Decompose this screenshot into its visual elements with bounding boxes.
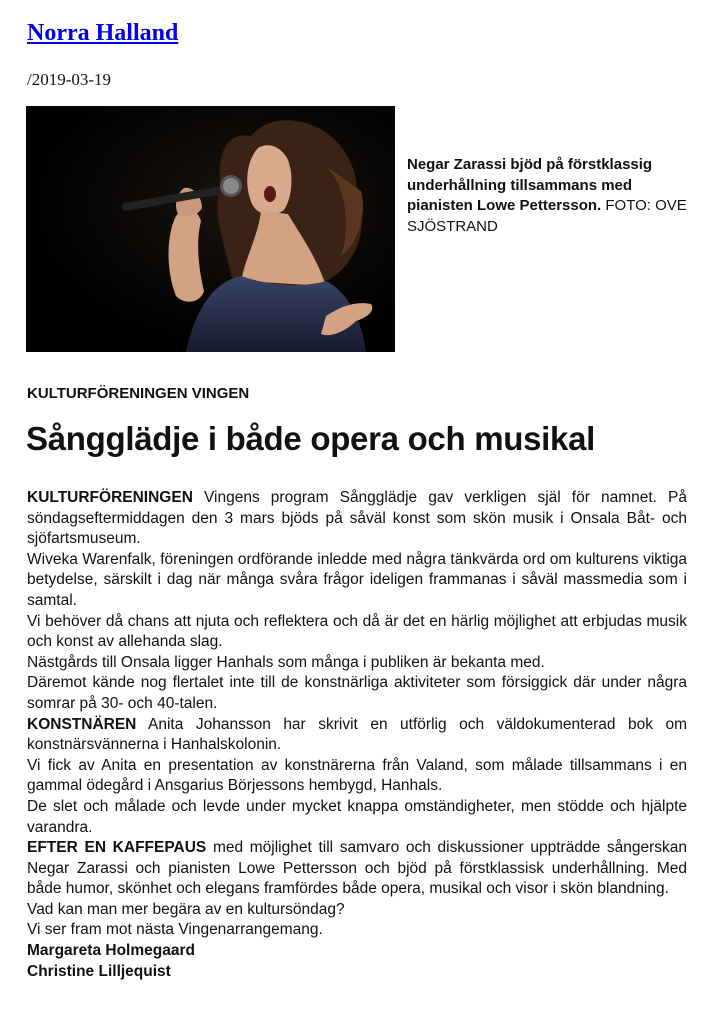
- publication-link[interactable]: Norra Halland: [27, 20, 179, 46]
- paragraph: [27, 920, 687, 941]
- publish-date: /2019-03-19: [27, 70, 112, 89]
- paragraph-text: Vi behöver då chans att njuta och reflektera och då är det en härlig möjlighet att erbjudas musik och konst av allehanda slag.: [27, 612, 687, 651]
- paragraph: [27, 797, 687, 838]
- caption-text: Negar Zarassi bjöd på förstklassig underhållning tillsammans med pianisten Lowe Pettersson.: [407, 156, 653, 214]
- paragraph-text: Nästgårds till Onsala ligger Hanhals som många i publiken är bekanta med.: [27, 653, 545, 671]
- paragraph-text: De slet och målade och levde under mycket knappa omständigheter, men stödde och hjälpte varandra.: [27, 797, 687, 836]
- paragraph-lead: KULTURFÖRENINGEN: [27, 489, 193, 506]
- paragraph: [27, 612, 687, 653]
- paragraph: [27, 838, 687, 900]
- paragraph: [27, 673, 687, 714]
- photo-caption: [407, 155, 697, 237]
- paragraph-text: Anita Johansson har skrivit en utförlig och väldokumenterad bok om konstnärsvännerna i Hanhalskolonin.: [27, 715, 687, 754]
- author-name: Margareta Holmegaard: [27, 942, 195, 960]
- paragraph: [27, 715, 687, 756]
- article-photo: [26, 106, 395, 352]
- paragraph-lead: KONSTNÄREN: [27, 715, 137, 733]
- paragraph-text: Däremot kände nog flertalet inte till de konstnärliga aktiviteter som försiggick där under några somrar på 30- och 40-talen.: [27, 674, 687, 712]
- paragraph-text: Vi fick av Anita en presentation av konstnärerna från Valand, som målade tillsammans i en gammal ödegård i Ansgarius Börjessons hembygd, Hanhals.: [27, 756, 687, 795]
- paragraph-text: med möjlighet till samvaro och diskussioner uppträdde sångerskan Negar Zarassi och pianisten Lowe Pettersson och bjöd på förstklassisk underhållning. Med både humor, skönhet och elegans framfördes både opera, musikal och visor i skön blandning.: [27, 839, 687, 898]
- paragraph: [27, 756, 687, 797]
- singer-photo-illustration: [26, 106, 395, 352]
- author-name: Christine Lilljequist: [27, 962, 171, 980]
- paragraph: [27, 900, 687, 921]
- article-kicker: KULTURFÖRENINGEN VINGEN: [27, 385, 250, 402]
- paragraph: [27, 488, 687, 550]
- article-body: [27, 488, 687, 982]
- paragraph: [27, 550, 687, 612]
- caption-credit: FOTO: OVE SJÖSTRAND: [407, 197, 687, 235]
- paragraph-lead: EFTER EN KAFFEPAUS: [27, 839, 207, 857]
- paragraph-text: Vad kan man mer begära av en kultursöndag?: [27, 900, 345, 918]
- article-headline: Sångglädje i både opera och musikal: [26, 420, 595, 457]
- paragraph-text: Wiveka Warenfalk, föreningen ordförande inledde med några tänkvärda ord om kulturens viktiga betydelse, särskilt i dag när många svåra frågor ideligen frammanas i såväl massmedia som i samtal.: [27, 550, 687, 609]
- paragraph-text: Vingens program Sångglädje gav verkligen själ för namnet. På söndagseftermiddagen den 3 mars bjöds på såväl konst som skön musik i Onsala Båt- och sjöfartsmuseum.: [27, 489, 687, 548]
- paragraph: [27, 653, 687, 674]
- paragraph-text: Vi ser fram mot nästa Vingenarrangemang.: [27, 921, 323, 939]
